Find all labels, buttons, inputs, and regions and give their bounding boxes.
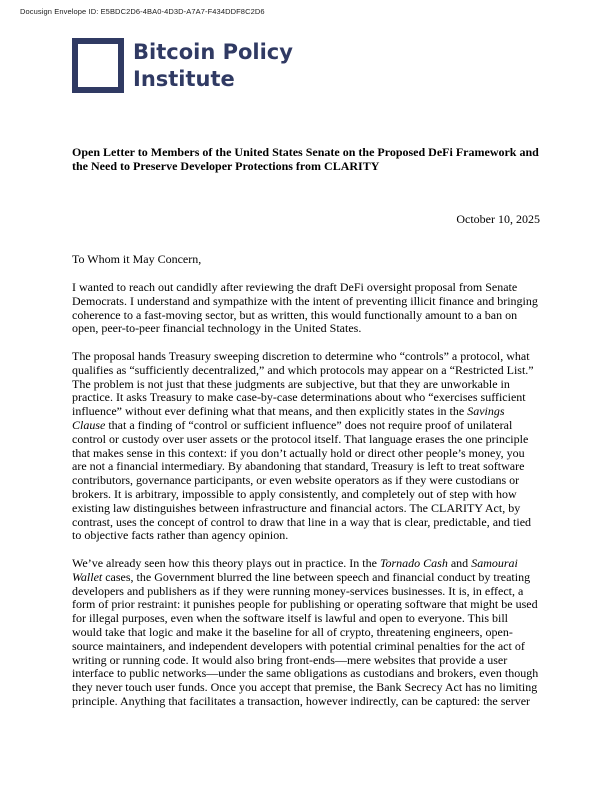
paragraph-intro: I wanted to reach out candidly after reviewing the draft DeFi oversight proposal from Senate Democrats. I understand and sympathize with the intent of preventing illicit finance and bringing coherence to a fast-moving sector, but as written, this would functionally amount to a ban on open, peer-to-peer financial technology in the United States. <box>72 279 538 336</box>
salutation: To Whom it May Concern, <box>72 252 202 267</box>
logo-square-icon <box>72 38 124 93</box>
docusign-envelope-id: Docusign Envelope ID: E5BDC2D6-4BA0-4D3D-A7A7-F434DDF8C2D6 <box>20 7 265 16</box>
logo-wordmark <box>133 39 293 93</box>
paragraph-case-examples: We’ve already seen how this theory plays out in practice. In the Tornado Cash and Samourai Wallet cases, the Government blurred the line between speech and financial conduct by treating developers and publishers as if they were running money-services businesses. It is, in effect, a form of prior restraint: it punishes people for publishing or operating software that might be used for illegal purposes, even when the software itself is lawful and open to everyone. This bill would take that logic and make it the baseline for all of crypto, threatening engineers, open-source maintainers, and independent developers with potential criminal penalties for the act of writing or running code. It would also bring front-ends—mere websites that provide a user interface to public networks—under the same obligations as custodians and brokers, even though they never touch user funds. Once you accept that premise, the Bank Secrecy Act has no limiting principle. Anything that facilitates a transaction, however indirectly, can be captured: the server <box>72 555 539 708</box>
letter-title: Open Letter to Members of the United States Senate on the Proposed DeFi Framework and the Need to Preserve Developer Protections from CLARITY <box>72 145 539 173</box>
logo-wordmark-line2: Institute <box>133 66 235 91</box>
letter-body <box>72 146 540 709</box>
paragraph-treasury-discretion: The proposal hands Treasury sweeping discretion to determine who “controls” a protocol, what qualifies as “sufficiently decentralized,” and which protocols may appear on a “Restricted List.” The problem is not just that these judgments are subjective, but that they are unworkable in practice. It asks Treasury to make case-by-case determinations about who “exercises sufficient influence” without ever defining what that means, and then explicitly states in the Savings Clause that a finding of “control or sufficient influence” does not require proof of unilateral control or custody over user assets or the protocol itself. That language erases the one principle that makes sense in this context: if you don’t actually hold or direct other people’s money, you are not a financial intermediary. By abandoning that standard, Treasury is left to treat software contributors, governance participants, or even website operators as if they were custodians or brokers. It is arbitrary, impossible to apply consistently, and completely out of step with how existing law distinguishes between infrastructure and financial actors. The CLARITY Act, by contrast, uses the concept of control to draw that line in a way that is clear, predictable, and tied to objective facts rather than agency opinion. <box>72 348 534 543</box>
letter-date: October 10, 2025 <box>456 211 540 226</box>
logo-wordmark-line1: Bitcoin Policy <box>133 39 293 64</box>
bitcoin-policy-institute-logo <box>72 38 293 93</box>
